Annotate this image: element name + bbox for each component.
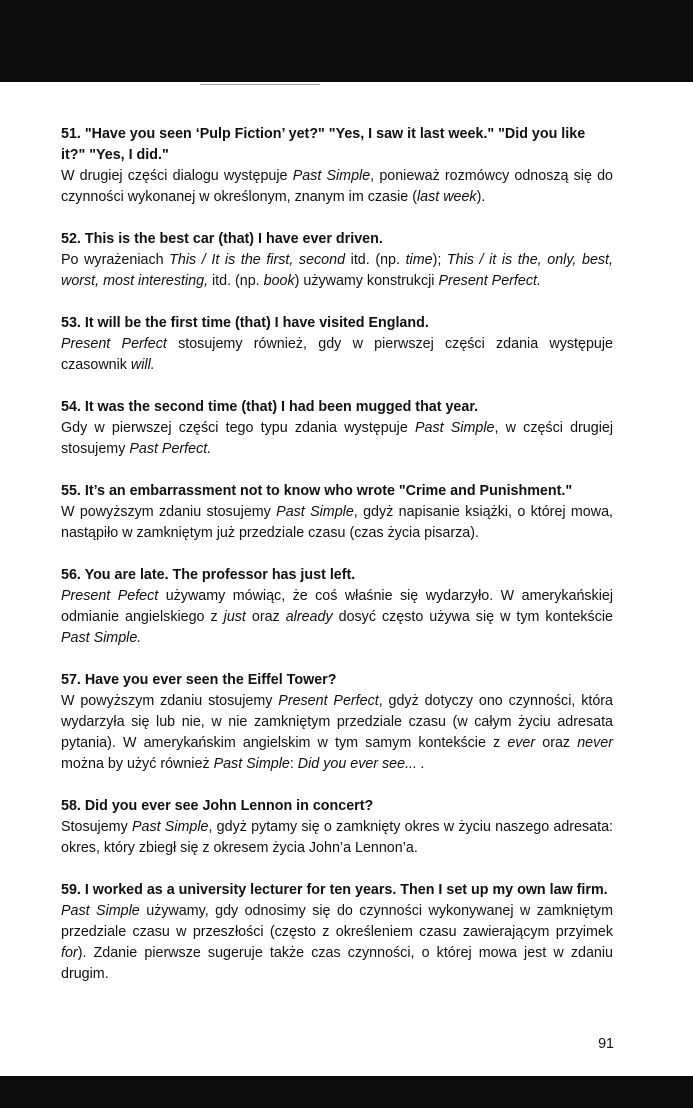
italic-term: just (223, 609, 246, 625)
entry-55 (61, 481, 613, 544)
italic-term: Present Perfect (278, 693, 379, 709)
text-segment: ) używamy konstrukcji (294, 273, 439, 289)
text-segment: itd. (np. (208, 273, 264, 289)
italic-term: ever (507, 735, 536, 751)
text-segment: stosujemy również, gdy w pierwszej części zdania występuje czasownik (61, 336, 613, 373)
text-segment: , w części drugiej stosujemy (61, 420, 614, 457)
text-segment: , ponieważ rozmówcy odnoszą się do czynności wykonanej w określonym, znanym im czasie ( (61, 168, 613, 205)
entry-question: 51. "Have you seen ‘Pulp Fiction’ yet?" "Yes, I saw it last week." "Did you like it?" "Yes, I did." (61, 126, 586, 163)
italic-term: already (285, 609, 333, 625)
entry-53 (61, 313, 613, 376)
italic-term: never (577, 735, 613, 751)
entry-58 (61, 796, 613, 859)
italic-term: will. (130, 357, 155, 373)
entry-explanation (61, 817, 613, 859)
text-segment: oraz (245, 609, 286, 625)
entry-51 (61, 124, 613, 208)
entry-explanation (61, 901, 613, 985)
entry-56 (61, 565, 613, 649)
italic-term: Present Pefect (61, 588, 159, 604)
entry-explanation (61, 691, 613, 775)
entry-question: 53. It will be the first time (that) I have visited England. (61, 315, 429, 331)
header-rule (200, 84, 320, 85)
entry-question: 56. You are late. The professor has just left. (61, 567, 356, 583)
text-segment: ). (476, 189, 486, 205)
entry-question: 59. I worked as a university lecturer for ten years. Then I set up my own law firm. (61, 882, 608, 898)
italic-term: time (405, 252, 433, 268)
entry-question: 54. It was the second time (that) I had been mugged that year. (61, 399, 479, 415)
italic-term: Present Perfect (61, 336, 167, 352)
entry-52 (61, 229, 613, 292)
bottom-black-bar (0, 1076, 693, 1108)
italic-term: Past Perfect. (129, 441, 212, 457)
italic-term: This / it is the, only, best, worst, most interesting, (61, 252, 613, 289)
text-segment: , gdyż pytamy się o zamknięty okres w życiu naszego adresata: okres, który zbiegł się z okresem życia John’a Lennon’a. (61, 819, 614, 856)
italic-term: Did you ever see... . (297, 756, 425, 772)
italic-term: Present Perfect. (438, 273, 541, 289)
italic-term: Past Simple (414, 420, 495, 436)
entry-59 (61, 880, 613, 985)
italic-term: last week (416, 189, 477, 205)
text-segment: Po wyrażeniach (61, 252, 170, 268)
italic-term: Past Simple (213, 756, 290, 772)
text-segment: W powyższym zdaniu stosujemy (61, 504, 277, 520)
entry-explanation (61, 166, 613, 208)
text-segment: Stosujemy (61, 819, 132, 835)
text-segment: używamy, gdy odnosimy się do czynności wykonywanej w zamkniętym przedziale czasu w przeszłości (często z określeniem czasu zawierającym przyimek (61, 903, 613, 940)
entry-question: 57. Have you ever seen the Eiffel Tower? (61, 672, 337, 688)
text-segment: itd. (np. (345, 252, 406, 268)
text-segment: , gdyż napisanie książki, o której mowa, nastąpiło w zamkniętym już przedziale czasu (czas życia pisarza). (61, 504, 614, 541)
text-segment: ); (432, 252, 447, 268)
text-segment: oraz (535, 735, 578, 751)
entry-question: 58. Did you ever see John Lennon in concert? (61, 798, 374, 814)
entry-57 (61, 670, 613, 775)
italic-term: book (263, 273, 295, 289)
italic-term: Past Simple (131, 819, 209, 835)
entry-question: 55. It’s an embarrassment not to know who wrote "Crime and Punishment." (61, 483, 573, 499)
italic-term: Past Simple. (61, 630, 142, 646)
page-content (61, 124, 613, 1006)
entry-explanation (61, 334, 613, 376)
entry-question: 52. This is the best car (that) I have ever driven. (61, 231, 383, 247)
italic-term: Past Simple (292, 168, 371, 184)
text-segment: W drugiej części dialogu występuje (61, 168, 293, 184)
text-segment: Gdy w pierwszej części tego typu zdania występuje (61, 420, 415, 436)
entry-explanation (61, 586, 613, 649)
italic-term: for (61, 945, 78, 961)
entry-explanation (61, 250, 613, 292)
text-segment: , gdyż dotyczy ono czynności, która wydarzyła się lub nie, w nie zamkniętym przedziale czasu (w całym życiu adresata pytania). W amerykańskim angielskim w tym samym kontekście z (61, 693, 613, 751)
entry-54 (61, 397, 613, 460)
text-segment: : (289, 756, 298, 772)
text-segment: ). Zdanie pierwsze sugeruje także czas czynności, o której mowa jest w zdaniu drugim. (61, 945, 613, 982)
page-number: 91 (598, 1036, 614, 1052)
italic-term: Past Simple (276, 504, 354, 520)
text-segment: można by użyć również (61, 756, 214, 772)
text-segment: W powyższym zdaniu stosujemy (61, 693, 279, 709)
entry-explanation (61, 418, 613, 460)
top-black-bar (0, 0, 693, 82)
italic-term: Past Simple (61, 903, 140, 919)
entry-explanation (61, 502, 613, 544)
text-segment: używamy mówiąc, że coś właśnie się wydarzyło. W amerykańskiej odmianie angielskiego z (61, 588, 613, 625)
italic-term: This / It is the first, second (169, 252, 346, 268)
text-segment: dosyć często używa się w tym kontekście (332, 609, 613, 625)
